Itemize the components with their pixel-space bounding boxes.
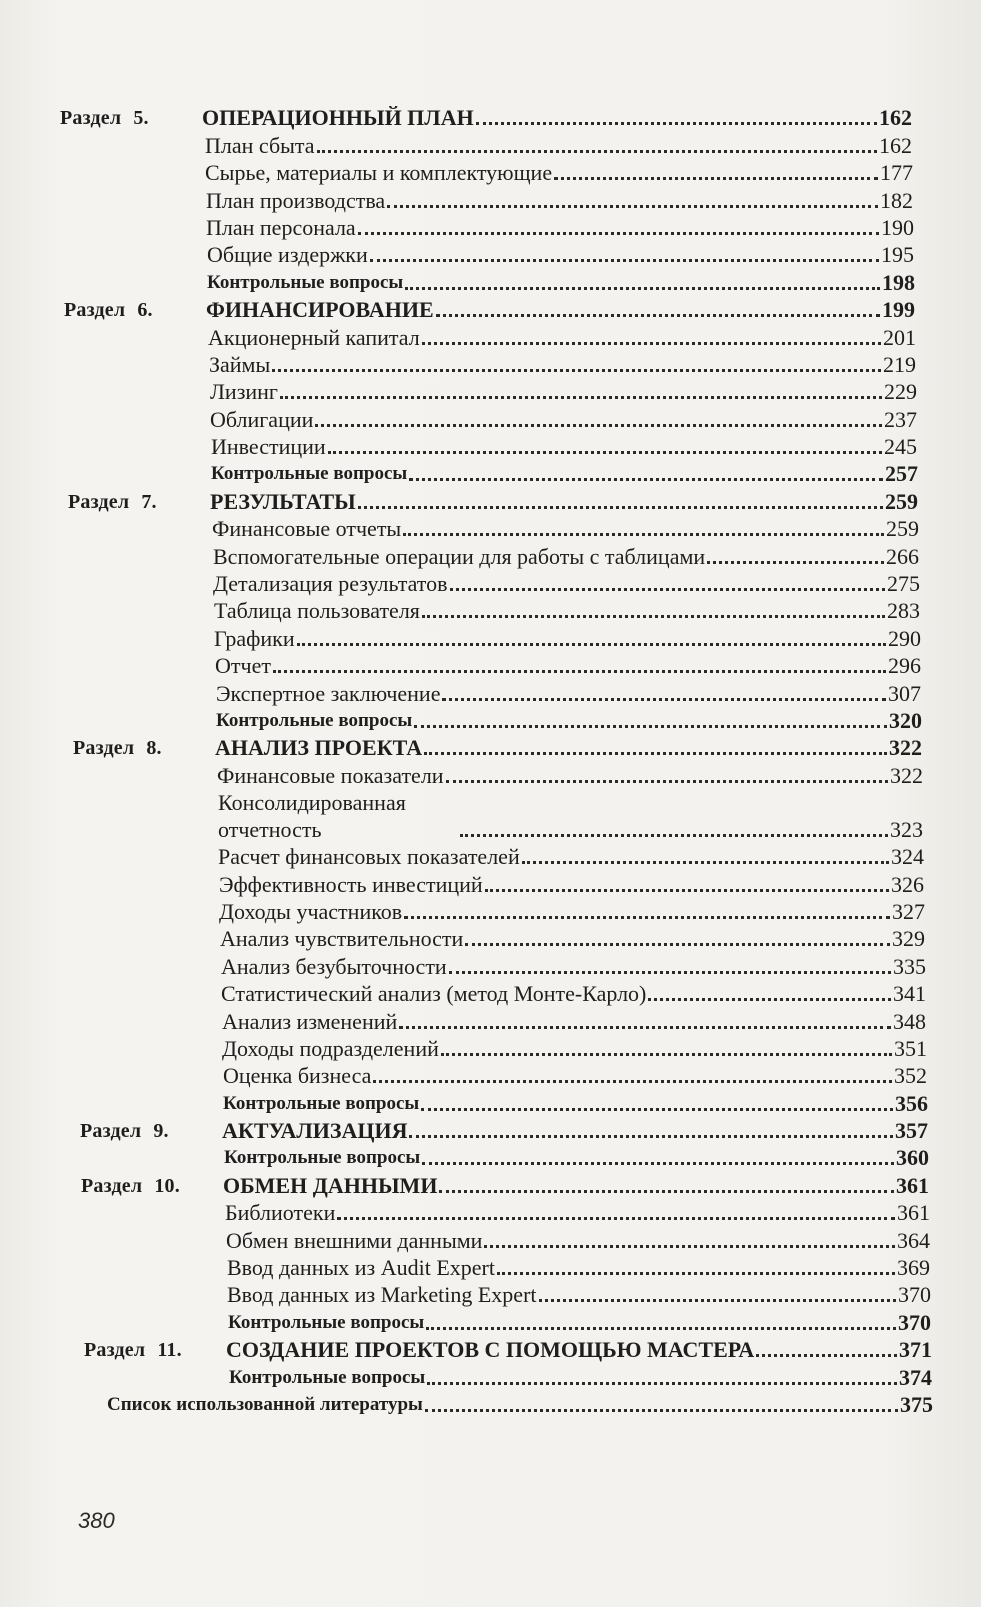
toc-item-row	[0, 216, 981, 243]
entry-page-number: 162	[879, 105, 912, 131]
toc-section-row	[0, 298, 981, 325]
entry-page-number: 296	[888, 653, 921, 679]
entry-title: Библиотеки	[225, 1200, 336, 1226]
dot-leader	[450, 588, 885, 591]
dot-leader	[442, 698, 886, 701]
entry-title: ОБМЕН ДАННЫМИ	[223, 1172, 438, 1198]
section-label	[80, 1120, 169, 1143]
toc-item-row	[0, 188, 981, 215]
toc-item-row	[0, 161, 981, 188]
toc-item-row	[0, 791, 981, 845]
toc-entry	[222, 1036, 927, 1062]
toc-bibliography-row	[0, 1393, 981, 1420]
entry-page-number: 237	[884, 406, 917, 432]
entry-title: Займы	[209, 351, 271, 377]
section-word: Раздел	[60, 107, 122, 130]
entry-title: Таблица пользователя	[214, 598, 420, 624]
dot-leader	[476, 122, 877, 125]
entry-page-number: 356	[895, 1090, 928, 1116]
toc-entry	[219, 872, 924, 898]
section-number: 11.	[157, 1339, 182, 1362]
entry-page-number: 195	[881, 242, 914, 268]
toc-entry	[223, 1063, 927, 1089]
toc-entry	[228, 1310, 931, 1336]
toc-entry	[206, 297, 915, 323]
entry-page-number: 322	[890, 762, 923, 788]
entry-title: Анализ чувствительности	[220, 926, 464, 952]
toc-item-row	[0, 572, 981, 599]
toc-entry	[213, 544, 919, 570]
toc-item-row	[0, 872, 981, 899]
entry-page-number: 190	[881, 214, 914, 240]
toc-item-row	[0, 599, 981, 626]
toc-item-row	[0, 927, 981, 954]
toc-entry	[209, 352, 916, 378]
toc-section-row	[0, 489, 981, 516]
dot-leader	[449, 971, 891, 974]
dot-leader	[497, 1272, 895, 1275]
section-word: Раздел	[68, 490, 130, 513]
toc-questions-row	[0, 270, 981, 297]
dot-leader	[280, 396, 882, 399]
toc-questions-row	[0, 1091, 981, 1118]
entry-page-number: 245	[884, 434, 917, 460]
entry-title: Ввод данных из Marketing Expert	[227, 1282, 537, 1308]
toc-entry	[214, 598, 920, 624]
dot-leader	[441, 1053, 892, 1056]
section-word: Раздел	[81, 1174, 143, 1197]
dot-leader	[403, 533, 884, 536]
section-label	[60, 107, 149, 130]
entry-title: Доходы участников	[219, 898, 403, 924]
toc-entry	[207, 242, 914, 268]
entry-title: Ввод данных из Audit Expert	[227, 1255, 495, 1281]
entry-page-number: 370	[898, 1282, 931, 1308]
toc-entry	[221, 981, 926, 1007]
toc-item-row	[0, 1037, 981, 1064]
toc-entry	[205, 133, 912, 159]
dot-leader	[317, 150, 877, 153]
entry-page-number: 322	[889, 735, 922, 761]
section-label	[81, 1175, 180, 1198]
toc-section-row	[0, 106, 981, 133]
toc-entry	[227, 1255, 930, 1281]
entry-title: СОЗДАНИЕ ПРОЕКТОВ С ПОМОЩЬЮ МАСТЕРА	[226, 1337, 755, 1363]
entry-page-number: 259	[885, 488, 918, 514]
toc-entry	[223, 1091, 928, 1117]
dot-leader	[272, 369, 881, 372]
entry-title: Контрольные вопросы	[211, 463, 408, 485]
dot-leader	[387, 205, 878, 208]
entry-page-number: 374	[899, 1364, 932, 1390]
entry-title: Инвестиции	[211, 434, 326, 460]
section-label	[73, 737, 162, 760]
dot-leader	[554, 177, 878, 180]
section-number: 5.	[133, 107, 149, 130]
entry-page-number: 329	[892, 926, 925, 952]
dot-leader	[465, 943, 890, 946]
entry-title: Расчет финансовых показателей	[218, 844, 520, 870]
dot-leader	[425, 1409, 898, 1412]
entry-title: Акционерный капитал	[208, 324, 420, 350]
toc-item-row	[0, 243, 981, 270]
entry-title: Контрольные вопросы	[216, 709, 413, 731]
section-number: 8.	[146, 737, 162, 760]
toc-entry	[202, 105, 912, 131]
toc-questions-row	[0, 1365, 981, 1392]
entry-page-number: 283	[887, 598, 920, 624]
entry-page-number: 364	[897, 1227, 930, 1253]
section-label	[68, 491, 157, 514]
dot-leader	[409, 478, 883, 481]
table-of-contents	[0, 106, 981, 1420]
entry-page-number: 341	[893, 981, 926, 1007]
toc-item-row	[0, 626, 981, 653]
toc-item-row	[0, 353, 981, 380]
entry-title: Контрольные вопросы	[228, 1311, 425, 1333]
section-label	[84, 1339, 182, 1362]
entry-page-number: 266	[886, 543, 919, 569]
section-word: Раздел	[64, 299, 126, 322]
dot-leader	[315, 424, 882, 427]
entry-title: Обмен внешними данными	[226, 1227, 483, 1253]
entry-page-number: 199	[882, 297, 915, 323]
entry-page-number: 335	[893, 953, 926, 979]
entry-title: Оценка бизнеса	[223, 1063, 372, 1089]
toc-questions-row	[0, 1310, 981, 1337]
entry-title: РЕЗУЛЬТАТЫ	[210, 488, 356, 514]
toc-entry	[211, 461, 918, 487]
toc-item-row	[0, 763, 981, 790]
toc-entry	[216, 708, 922, 734]
dot-leader	[422, 342, 881, 345]
entry-title: Экспертное заключение	[216, 680, 441, 706]
toc-item-row	[0, 982, 981, 1009]
toc-entry	[226, 1228, 930, 1254]
dot-leader	[422, 1162, 894, 1165]
toc-entry	[226, 1337, 932, 1363]
entry-page-number: 198	[882, 269, 915, 295]
toc-entry	[217, 763, 923, 789]
dot-leader	[337, 1217, 895, 1220]
dot-leader	[373, 1080, 892, 1083]
toc-entry	[216, 681, 921, 707]
dot-leader	[427, 1382, 897, 1385]
toc-section-row	[0, 1173, 981, 1200]
dot-leader	[436, 314, 880, 317]
section-word: Раздел	[84, 1339, 146, 1362]
toc-entry	[213, 571, 920, 597]
toc-item-row	[0, 380, 981, 407]
entry-page-number: 327	[892, 898, 925, 924]
toc-item-row	[0, 954, 981, 981]
toc-entry	[218, 844, 924, 870]
toc-item-row	[0, 1009, 981, 1036]
toc-entry	[225, 1200, 930, 1226]
entry-title: Статистический анализ (метод Монте-Карло)	[221, 981, 647, 1007]
entry-title: АНАЛИЗ ПРОЕКТА	[215, 735, 423, 761]
toc-section-row	[0, 1338, 981, 1365]
dot-leader	[399, 1026, 891, 1029]
toc-item-row	[0, 654, 981, 681]
toc-questions-row	[0, 462, 981, 489]
entry-title: Вспомогательные операции для работы с таблицами	[213, 543, 706, 569]
dot-leader	[297, 643, 886, 646]
toc-entry	[215, 653, 921, 679]
entry-page-number: 348	[893, 1008, 926, 1034]
dot-leader	[421, 1108, 893, 1111]
toc-item-row	[0, 325, 981, 352]
section-number: 7.	[141, 490, 157, 513]
dot-leader	[273, 670, 886, 673]
dot-leader	[370, 259, 879, 262]
entry-page-number: 370	[898, 1309, 931, 1335]
entry-page-number: 352	[894, 1063, 927, 1089]
toc-item-row	[0, 845, 981, 872]
entry-page-number: 324	[891, 844, 924, 870]
entry-title: Финансовые отчеты	[212, 516, 402, 542]
entry-title: Список использованной литературы	[107, 1393, 423, 1415]
dot-leader	[328, 451, 882, 454]
section-label	[64, 299, 153, 322]
entry-title: Контрольные вопросы	[229, 1366, 426, 1388]
dot-leader	[648, 998, 891, 1001]
entry-page-number: 257	[885, 461, 918, 487]
entry-title: Детализация результатов	[213, 571, 448, 597]
entry-title: Контрольные вопросы	[207, 271, 404, 293]
toc-entry	[207, 270, 915, 296]
toc-entry	[206, 188, 913, 214]
toc-item-row	[0, 1201, 981, 1228]
toc-item-row	[0, 544, 981, 571]
entry-title: Графики	[214, 625, 295, 651]
entry-page-number: 357	[895, 1118, 928, 1144]
dot-leader	[756, 1354, 897, 1357]
section-number: 6.	[137, 299, 153, 322]
toc-entry	[208, 325, 916, 351]
dot-leader	[485, 889, 889, 892]
toc-entry	[224, 1145, 929, 1171]
entry-title: Анализ изменений	[222, 1008, 398, 1034]
dot-leader	[484, 1245, 895, 1248]
entry-title: План производства	[206, 187, 386, 213]
toc-item-row	[0, 435, 981, 462]
entry-page-number: 259	[886, 516, 919, 542]
dot-leader	[404, 916, 890, 919]
entry-title: Анализ безубыточности	[221, 953, 447, 979]
entry-title: Сырье, материалы и комплектующие	[205, 160, 553, 186]
toc-entry	[229, 1365, 932, 1391]
toc-section-row	[0, 1119, 981, 1146]
toc-item-row	[0, 407, 981, 434]
entry-title: Эффективность инвестиций	[219, 871, 483, 897]
dot-leader	[439, 1190, 894, 1193]
section-word: Раздел	[80, 1120, 142, 1143]
toc-entry	[210, 379, 917, 405]
entry-title: Облигации	[210, 406, 314, 432]
toc-entry	[206, 215, 914, 241]
dot-leader	[414, 725, 887, 728]
dot-leader	[358, 232, 879, 235]
entry-title: ФИНАНСИРОВАНИЕ	[206, 297, 434, 323]
page-number: 380	[78, 1508, 115, 1533]
dot-leader	[409, 1135, 893, 1138]
entry-page-number: 320	[889, 707, 922, 733]
toc-entry	[210, 489, 918, 515]
dot-leader	[358, 506, 883, 509]
entry-title: Общие издержки	[207, 242, 368, 268]
entry-page-number: 177	[880, 160, 913, 186]
entry-page-number: 371	[899, 1337, 932, 1363]
entry-page-number: 361	[896, 1172, 929, 1198]
toc-item-row	[0, 900, 981, 927]
toc-entry	[219, 899, 925, 925]
toc-entry	[107, 1392, 933, 1418]
toc-entry	[222, 1118, 928, 1144]
dot-leader	[424, 752, 887, 755]
entry-page-number: 351	[894, 1035, 927, 1061]
toc-item-row	[0, 517, 981, 544]
entry-title: Отчет	[215, 653, 271, 679]
dot-leader	[405, 287, 880, 290]
entry-title: Лизинг	[210, 379, 278, 405]
entry-title: План персонала	[206, 214, 356, 240]
entry-page-number: 326	[891, 871, 924, 897]
toc-entry	[222, 1009, 926, 1035]
entry-title: Контрольные вопросы	[224, 1147, 421, 1169]
entry-title: ОПЕРАЦИОННЫЙ ПЛАН	[202, 105, 474, 131]
entry-page-number: 361	[897, 1200, 930, 1226]
entry-page-number: 369	[897, 1255, 930, 1281]
toc-entry	[212, 516, 919, 542]
entry-page-number: 307	[888, 680, 921, 706]
entry-page-number: 182	[880, 187, 913, 213]
entry-page-number: 219	[883, 351, 916, 377]
toc-entry	[214, 626, 921, 652]
toc-entry	[220, 926, 925, 952]
toc-entry	[205, 160, 913, 186]
entry-title: Финансовые показатели	[217, 762, 444, 788]
dot-leader	[539, 1299, 896, 1302]
entry-title: Контрольные вопросы	[223, 1092, 420, 1114]
toc-item-row	[0, 681, 981, 708]
entry-page-number: 275	[887, 571, 920, 597]
entry-title: План сбыта	[205, 132, 315, 158]
toc-entry	[215, 735, 922, 761]
toc-entry	[211, 434, 917, 460]
dot-leader	[426, 1327, 896, 1330]
entry-page-number: 360	[896, 1145, 929, 1171]
dot-leader	[446, 780, 888, 783]
toc-entry	[223, 1173, 929, 1199]
entry-page-number: 229	[884, 379, 917, 405]
toc-section-row	[0, 736, 981, 763]
section-word: Раздел	[73, 737, 135, 760]
dot-leader	[460, 834, 888, 837]
toc-entry	[227, 1282, 931, 1308]
toc-entry	[210, 407, 917, 433]
toc-questions-row	[0, 709, 981, 736]
entry-title: АКТУАЛИЗАЦИЯ	[222, 1118, 408, 1144]
entry-page-number: 201	[883, 324, 916, 350]
section-number: 9.	[153, 1120, 169, 1143]
toc-entry	[221, 954, 926, 980]
toc-item-row	[0, 1064, 981, 1091]
toc-questions-row	[0, 1146, 981, 1173]
entry-page-number: 323	[890, 816, 923, 842]
entry-title: Консолидированная отчетность	[218, 789, 406, 842]
toc-entry	[218, 789, 923, 843]
toc-item-row	[0, 1256, 981, 1283]
entry-page-number: 162	[879, 132, 912, 158]
toc-item-row	[0, 1283, 981, 1310]
dot-leader	[707, 561, 884, 564]
entry-title: Доходы подразделений	[222, 1035, 439, 1061]
toc-item-row	[0, 1228, 981, 1255]
dot-leader	[422, 615, 885, 618]
toc-item-row	[0, 133, 981, 160]
entry-page-number: 375	[900, 1391, 933, 1417]
dot-leader	[522, 861, 889, 864]
section-number: 10.	[154, 1174, 180, 1197]
entry-page-number: 290	[888, 625, 921, 651]
